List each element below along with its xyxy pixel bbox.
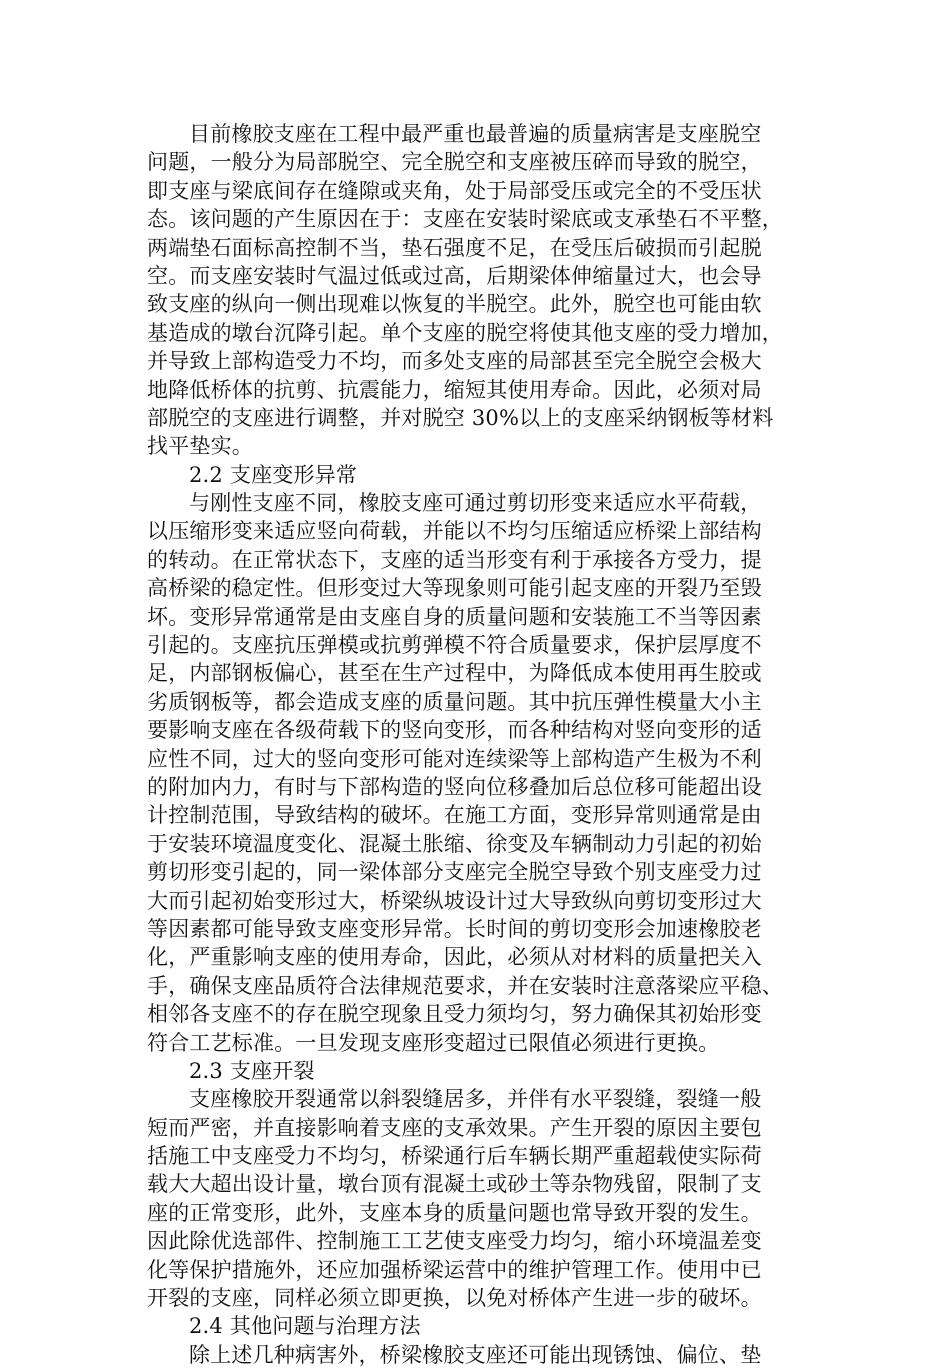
text-line: 剪切形变引起的，同一梁体部分支座完全脱空导致个别支座受力过	[147, 860, 762, 885]
text-line: 计控制范围，导致结构的破坏。在施工方面，变形异常则通常是由	[147, 803, 762, 828]
text-line: 目前橡胶支座在工程中最严重也最普遍的质量病害是支座脱空	[189, 122, 762, 146]
text-line: 化等保护措施外，还应加强桥梁运营中的维护管理工作。使用中已	[147, 1257, 762, 1282]
text-line: 因此除优选部件、控制施工工艺使支座受力均匀，缩小环境温差变	[147, 1229, 762, 1254]
text-line: 相邻各支座不的存在脱空现象且受力须均匀，努力确保其初始形变	[147, 1002, 762, 1027]
text-line: 手，确保支座品质符合法律规范要求，并在安装时注意落梁应平稳、	[147, 973, 783, 998]
text-line: 空。而支座安装时气温过低或过高，后期梁体伸缩量过大，也会导	[147, 263, 762, 288]
text-line: 即支座与梁底间存在缝隙或夹角，处于局部受压或完全的不受压状	[147, 178, 762, 203]
text-line: 载大大超出设计量，墩台顶有混凝土或砂土等杂物残留，限制了支	[147, 1172, 762, 1197]
text-line: 的附加内力，有时与下部构造的竖向位移叠加后总位移可能超出设	[147, 774, 762, 799]
text-line: 应性不同，过大的竖向变形可能对连续梁等上部构造产生极为不利	[147, 746, 762, 771]
text-line: 的转动。在正常状态下，支座的适当形变有利于承接各方受力，提	[147, 547, 762, 572]
text-line: 符合工艺标准。一旦发现支座形变超过已限值必须进行更换。	[147, 1030, 720, 1055]
text-line: 于安装环境温度变化、混凝土胀缩、徐变及车辆制动力引起的初始	[147, 831, 762, 856]
text-line: 括施工中支座受力不均匀，桥梁通行后车辆长期严重超载使实际荷	[147, 1144, 762, 1169]
text-line: 引起的。支座抗压弹模或抗剪弹模不符合质量要求，保护层厚度不	[147, 633, 762, 658]
text-line: 大而引起初始变形过大，桥梁纵坡设计过大导致纵向剪切变形过大	[147, 888, 762, 913]
text-line: 与刚性支座不同，橡胶支座可通过剪切形变来适应水平荷载，	[189, 491, 762, 516]
text-line: 两端垫石面标高控制不当，垫石强度不足，在受压后破损而引起脱	[147, 235, 762, 260]
text-line: 劣质钢板等，都会造成支座的质量问题。其中抗压弹性模量大小主	[147, 689, 762, 714]
text-line: 短而严密，并直接影响着支座的支承效果。产生开裂的原因主要包	[147, 1115, 762, 1140]
document-page	[147, 120, 799, 1369]
text-line: 地降低桥体的抗剪、抗震能力，缩短其使用寿命。因此，必须对局	[147, 377, 762, 402]
text-line: 要影响支座在各级荷载下的竖向变形，而各种结构对竖向变形的适	[147, 718, 762, 743]
text-line: 座的正常变形，此外，支座本身的质量问题也常导致开裂的发生。	[147, 1200, 762, 1225]
section-heading: 2.3 支座开裂	[189, 1058, 315, 1083]
text-line: 态。该问题的产生原因在于：支座在安装时梁底或支承垫石不平整，	[147, 207, 783, 232]
section-heading: 2.4 其他问题与治理方法	[189, 1314, 421, 1339]
text-line: 找平垫实。	[147, 434, 253, 459]
text-line: 致支座的纵向一侧出现难以恢复的半脱空。此外，脱空也可能由软	[147, 292, 762, 317]
text-line: 并导致上部构造受力不均，而多处支座的局部甚至完全脱空会极大	[147, 349, 762, 374]
text-line: 除上述几种病害外，桥梁橡胶支座还可能出现锈蚀、偏位、垫	[189, 1342, 762, 1367]
text-line: 开裂的支座，同样必须立即更换，以免对桥体产生进一步的破坏。	[147, 1286, 762, 1311]
text-line: 部脱空的支座进行调整，并对脱空 30%以上的支座采纳钢板等材料	[147, 405, 774, 430]
text-line: 问题，一般分为局部脱空、完全脱空和支座被压碎而导致的脱空，	[147, 150, 762, 175]
text-line: 支座橡胶开裂通常以斜裂缝居多，并伴有水平裂缝，裂缝一般	[189, 1087, 762, 1112]
text-line: 坏。变形异常通常是由支座自身的质量问题和安装施工不当等因素	[147, 604, 762, 629]
text-line: 化，严重影响支座的使用寿命，因此，必须从对材料的质量把关入	[147, 945, 762, 970]
section-heading: 2.2 支座变形异常	[189, 462, 358, 487]
text-line: 足，内部钢板偏心，甚至在生产过程中，为降低成本使用再生胶或	[147, 661, 762, 686]
text-line: 以压缩形变来适应竖向荷载，并能以不均匀压缩适应桥梁上部结构	[147, 519, 762, 544]
text-line: 基造成的墩台沉降引起。单个支座的脱空将使其他支座的受力增加，	[147, 320, 783, 345]
text-line: 高桥梁的稳定性。但形变过大等现象则可能引起支座的开裂乃至毁	[147, 576, 762, 601]
text-line: 等因素都可能导致支座变形异常。长时间的剪切变形会加速橡胶老	[147, 916, 762, 941]
